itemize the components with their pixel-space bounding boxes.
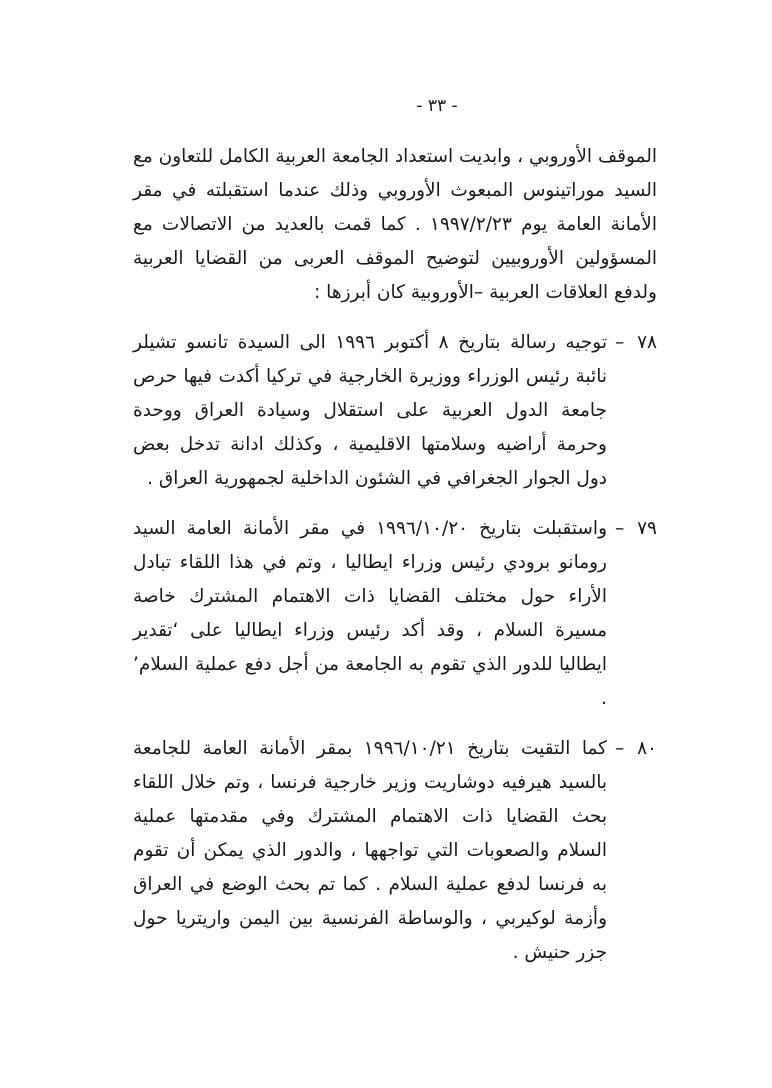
item-dash: –	[615, 738, 625, 759]
numbered-items	[133, 326, 657, 970]
item-marker	[615, 326, 657, 360]
item-text: توجيه رسالة بتاريخ ٨ أكتوبر ١٩٩٦ الى السيدة تانسو تشيلر نائبة رئيس الوزراء ووزيرة الخارجية في تركيا أكدت فيها حرص جامعة الدول العربية على استقلال وسيادة العراق ووحدة وحرمة أراضيه وسلامتها الاقليمية ، وكذلك ادانة تدخل بعض دول الجوار الجغرافي في الشئون الداخلية لجمهورية العراق .	[133, 332, 607, 489]
item-marker	[615, 512, 657, 546]
item-dash: –	[615, 518, 625, 539]
intro-paragraph: الموقف الأوروبي ، وابديت استعداد الجامعة العربية الكامل للتعاون مع السيد موراتينوس المبعوث الأوروبي وذلك عندما استقبلته في مقر الأمانة العامة يوم ١٩٩٧/٢/٢٣ . كما قمت بالعديد من الاتصالات مع المسؤولين الأوروبيين لتوضيح الموقف العربى من القضايا العربية ولدفع العلاقات العربية –الأوروبية كان أبرزها :	[133, 146, 657, 303]
item-number: ٧٩	[637, 518, 657, 539]
item-number: ٨٠	[637, 738, 657, 759]
list-item	[133, 512, 657, 716]
item-dash: –	[615, 332, 625, 353]
item-number: ٧٨	[637, 332, 657, 353]
document-body	[133, 140, 657, 970]
page-number: - ٣٣ -	[416, 96, 458, 116]
list-item	[133, 732, 657, 970]
item-text: كما التقيت بتاريخ ١٩٩٦/١٠/٢١ بمقر الأمانة العامة للجامعة بالسيد هيرفيه دوشاريت وزير خارجية فرنسا ، وتم خلال اللقاء بحث القضايا ذات الاهتمام المشترك وفي مقدمتها عملية السلام والصعوبات التي تواجهها ، والدور الذي يمكن أن تقوم به فرنسا لدفع عملية السلام . كما تم بحث الوضع في العراق وأزمة لوكيربي ، والوساطة الفرنسية بين اليمن واريتريا حول جزر حنيش .	[133, 738, 607, 963]
list-item	[133, 326, 657, 496]
item-text: واستقبلت بتاريخ ١٩٩٦/١٠/٢٠ في مقر الأمانة العامة السيد رومانو برودي رئيس وزراء ايطاليا ، وتم في هذا اللقاء تبادل الأراء حول مختلف القضايا ذات الاهتمام المشترك خاصة مسيرة السلام ، وقد أكد رئيس وزراء ايطاليا على ‘تقدير ايطاليا للدور الذي تقوم به الجامعة من أجل دفع عملية السلام’ .	[133, 518, 608, 709]
item-marker	[615, 732, 657, 766]
